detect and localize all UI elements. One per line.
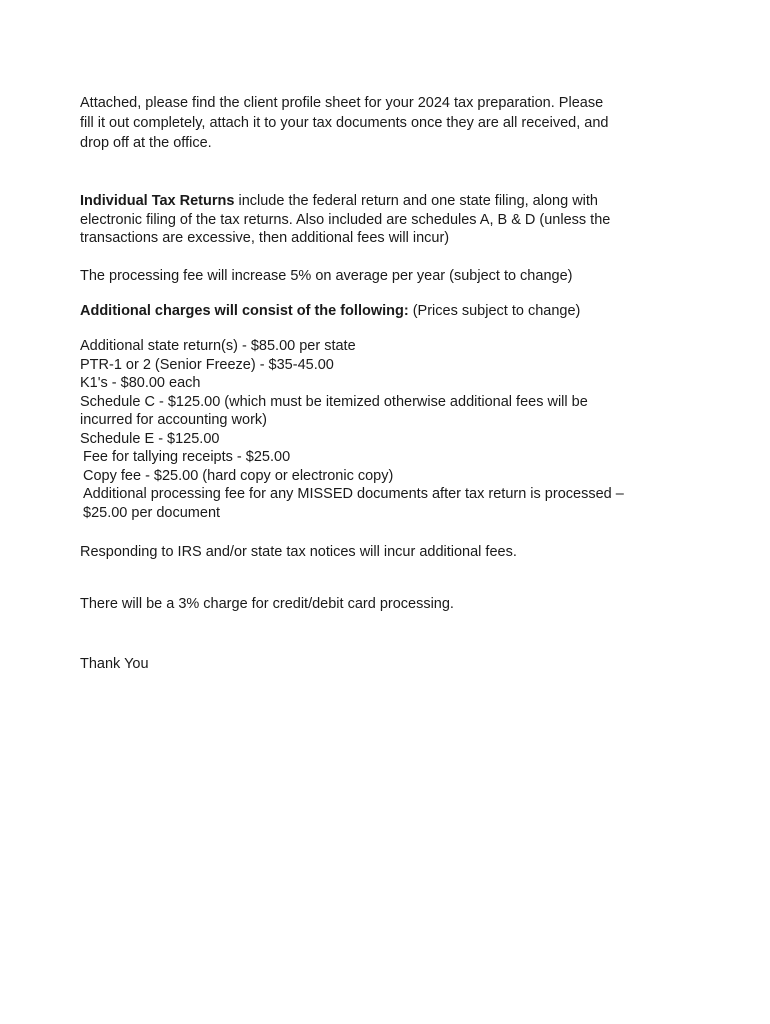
- charge-item: Schedule E - $125.00: [80, 430, 220, 447]
- irs-notice-paragraph: [80, 542, 680, 562]
- additional-note: (Prices subject to change): [408, 303, 581, 319]
- additional-heading: Additional charges will consist of the following:: [80, 303, 409, 319]
- charge-item: $25.00 per document: [83, 504, 221, 521]
- individual-line: [80, 192, 680, 211]
- processing-fee-paragraph: [80, 266, 680, 286]
- charge-item: Schedule C - $125.00 (which must be itemized otherwise additional fees will be: [80, 393, 588, 410]
- charges-list: [80, 337, 680, 522]
- charge-item: K1's - $80.00 each: [80, 375, 201, 391]
- additional-line: [80, 301, 680, 321]
- charge-item: Copy fee - $25.00 (hard copy or electronic copy): [83, 467, 394, 484]
- individual-tax-returns-paragraph: [80, 192, 680, 248]
- processing-fee-text: The processing fee will increase 5% on average per year (subject to change): [80, 268, 573, 284]
- closing: [80, 654, 680, 674]
- intro-line: drop off at the office.: [80, 135, 212, 151]
- card-fee-text: There will be a 3% charge for credit/debit card processing.: [80, 596, 454, 612]
- charge-item: Additional state return(s) - $85.00 per state: [80, 338, 356, 354]
- charge-item: Fee for tallying receipts - $25.00: [83, 449, 291, 465]
- charge-item: Additional processing fee for any MISSED documents after tax return is processed –: [83, 486, 624, 502]
- additional-charges-heading: [80, 301, 680, 321]
- charge-item: incurred for accounting work): [80, 412, 267, 428]
- irs-notice-text: Responding to IRS and/or state tax notices will incur additional fees.: [80, 544, 517, 560]
- individual-line: electronic filing of the tax returns. Also included are schedules A, B & D (unless the: [80, 211, 611, 228]
- individual-line: transactions are excessive, then additional fees will incur): [80, 230, 450, 246]
- charge-item: PTR-1 or 2 (Senior Freeze) - $35-45.00: [80, 356, 334, 373]
- card-fee-paragraph: [80, 594, 680, 614]
- closing-text: Thank You: [80, 656, 149, 672]
- individual-text: include the federal return and one state filing, along with: [234, 193, 598, 209]
- intro-line: fill it out completely, attach it to your tax documents once they are all received, and: [80, 115, 609, 131]
- intro-paragraph: [80, 93, 680, 153]
- individual-heading: Individual Tax Returns: [80, 193, 235, 209]
- intro-line: Attached, please find the client profile sheet for your 2024 tax preparation. Please: [80, 95, 604, 111]
